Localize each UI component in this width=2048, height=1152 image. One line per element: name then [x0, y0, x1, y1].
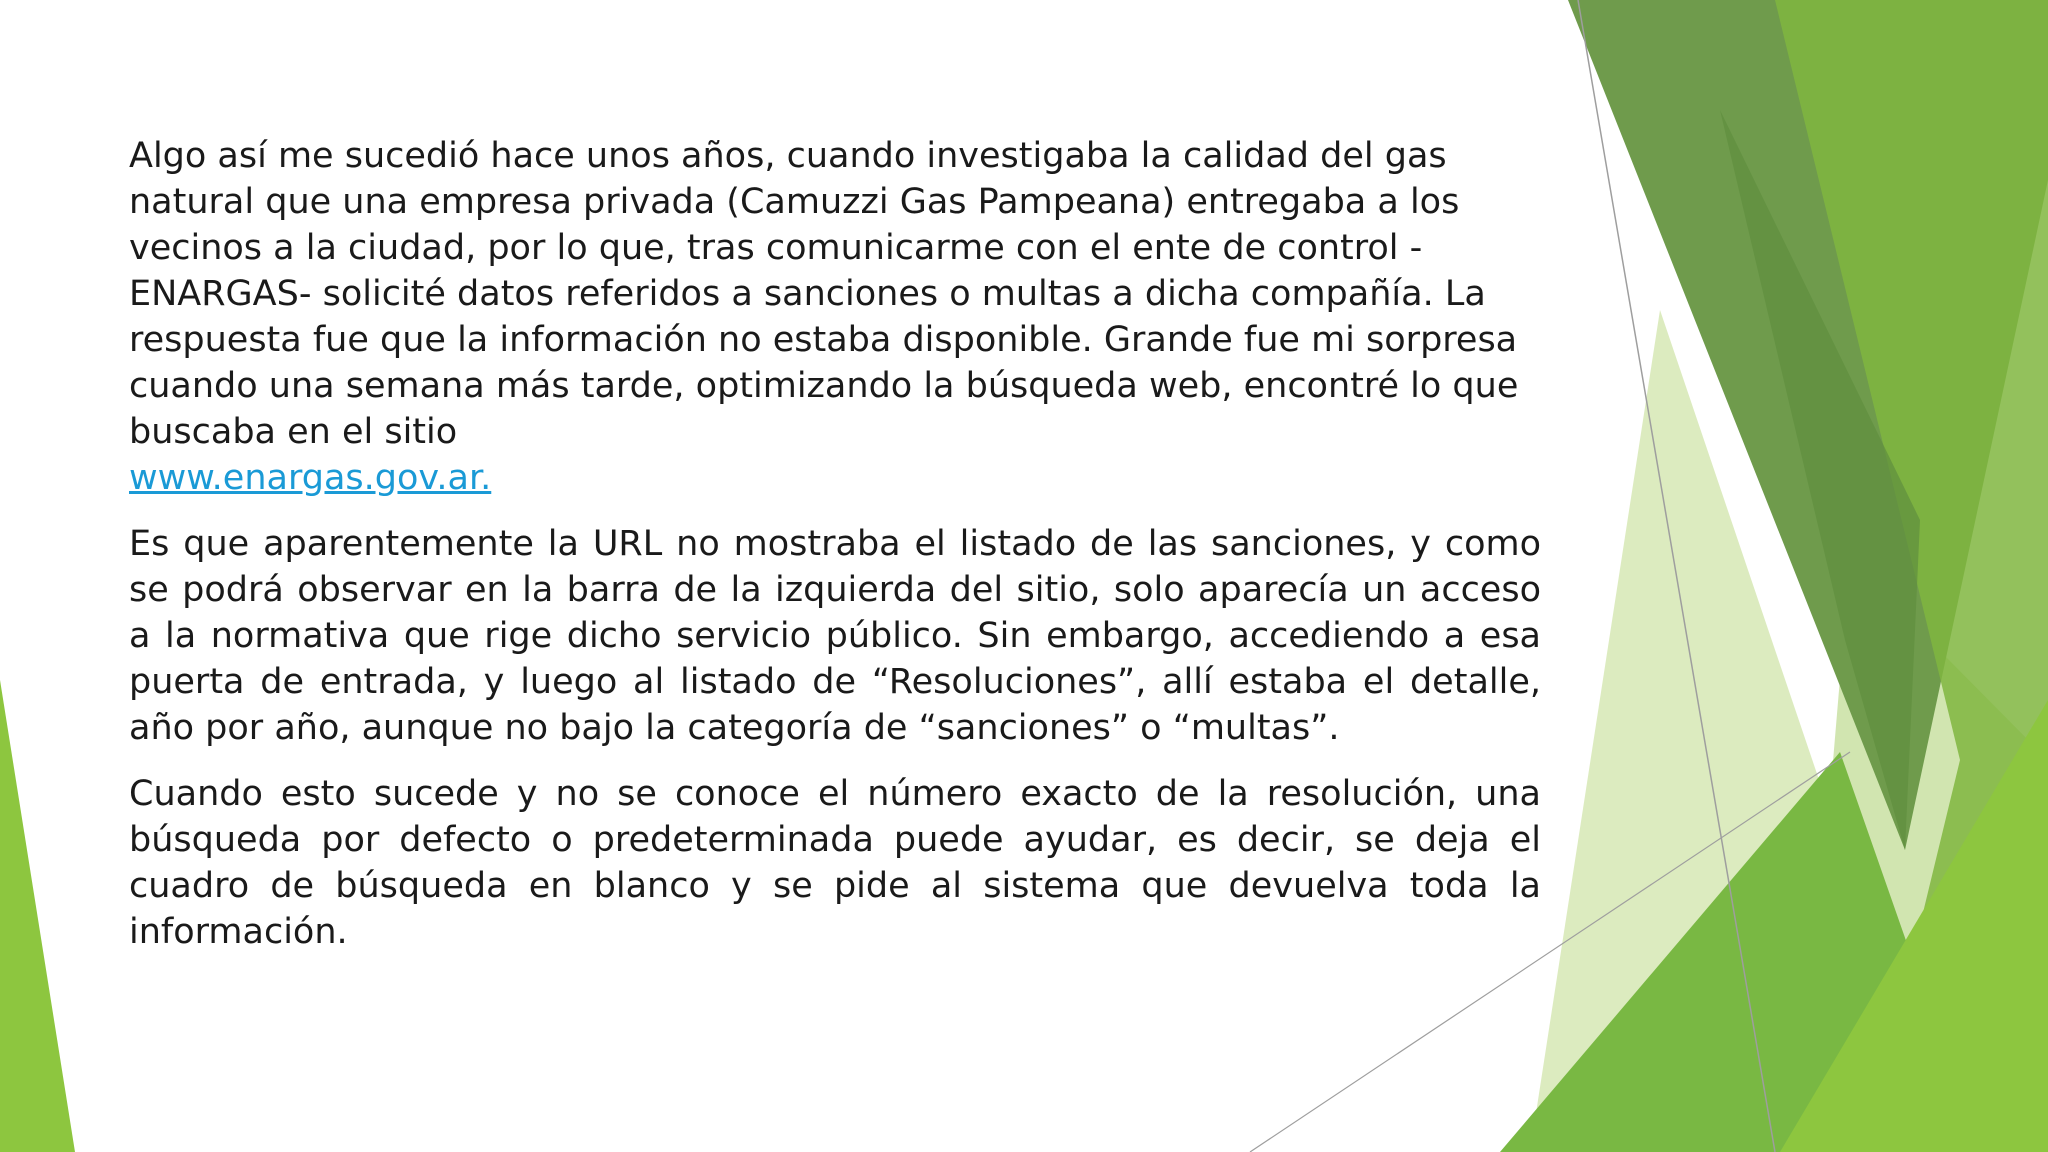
- paragraph-1: [129, 133, 1541, 501]
- paragraph-1-text: Algo así me sucedió hace unos años, cuando investigaba la calidad del gas natural que una empresa privada (Camuzzi Gas Pampeana) entregaba a los vecinos a la ciudad, por lo que, tras comunicarme con el ente de control -ENARGAS- solicité datos referidos a sanciones o multas a dicha compañía. La respuesta fue que la información no estaba disponible. Grande fue mi sorpresa cuando una semana más tarde, optimizando la búsqueda web, encontré lo que buscaba en el sitio: [129, 136, 1519, 452]
- left-green-sliver: [0, 680, 75, 1152]
- paragraph-2-text: Es que aparentemente la URL no mostraba el listado de las sanciones, y como se podrá observar en la barra de la izquierda del sitio, solo aparecía un acceso a la normativa que rige dicho servicio público. Sin embargo, accediendo a esa puerta de entrada, y luego al listado de “Resoluciones”, allí estaba el detalle, año por año, aunque no bajo la categoría de “sanciones” o “multas”.: [129, 524, 1541, 748]
- paragraph-3-text: Cuando esto sucede y no se conoce el número exacto de la resolución, una búsqueda por defecto o predeterminada puede ayudar, es decir, se deja el cuadro de búsqueda en blanco y se pide al sistema que devuelva toda la información.: [129, 774, 1541, 952]
- paragraph-2: [129, 521, 1541, 751]
- slide-body: [129, 133, 1541, 975]
- paragraph-3: [129, 771, 1541, 955]
- enargas-link[interactable]: www.enargas.gov.ar.: [129, 458, 492, 498]
